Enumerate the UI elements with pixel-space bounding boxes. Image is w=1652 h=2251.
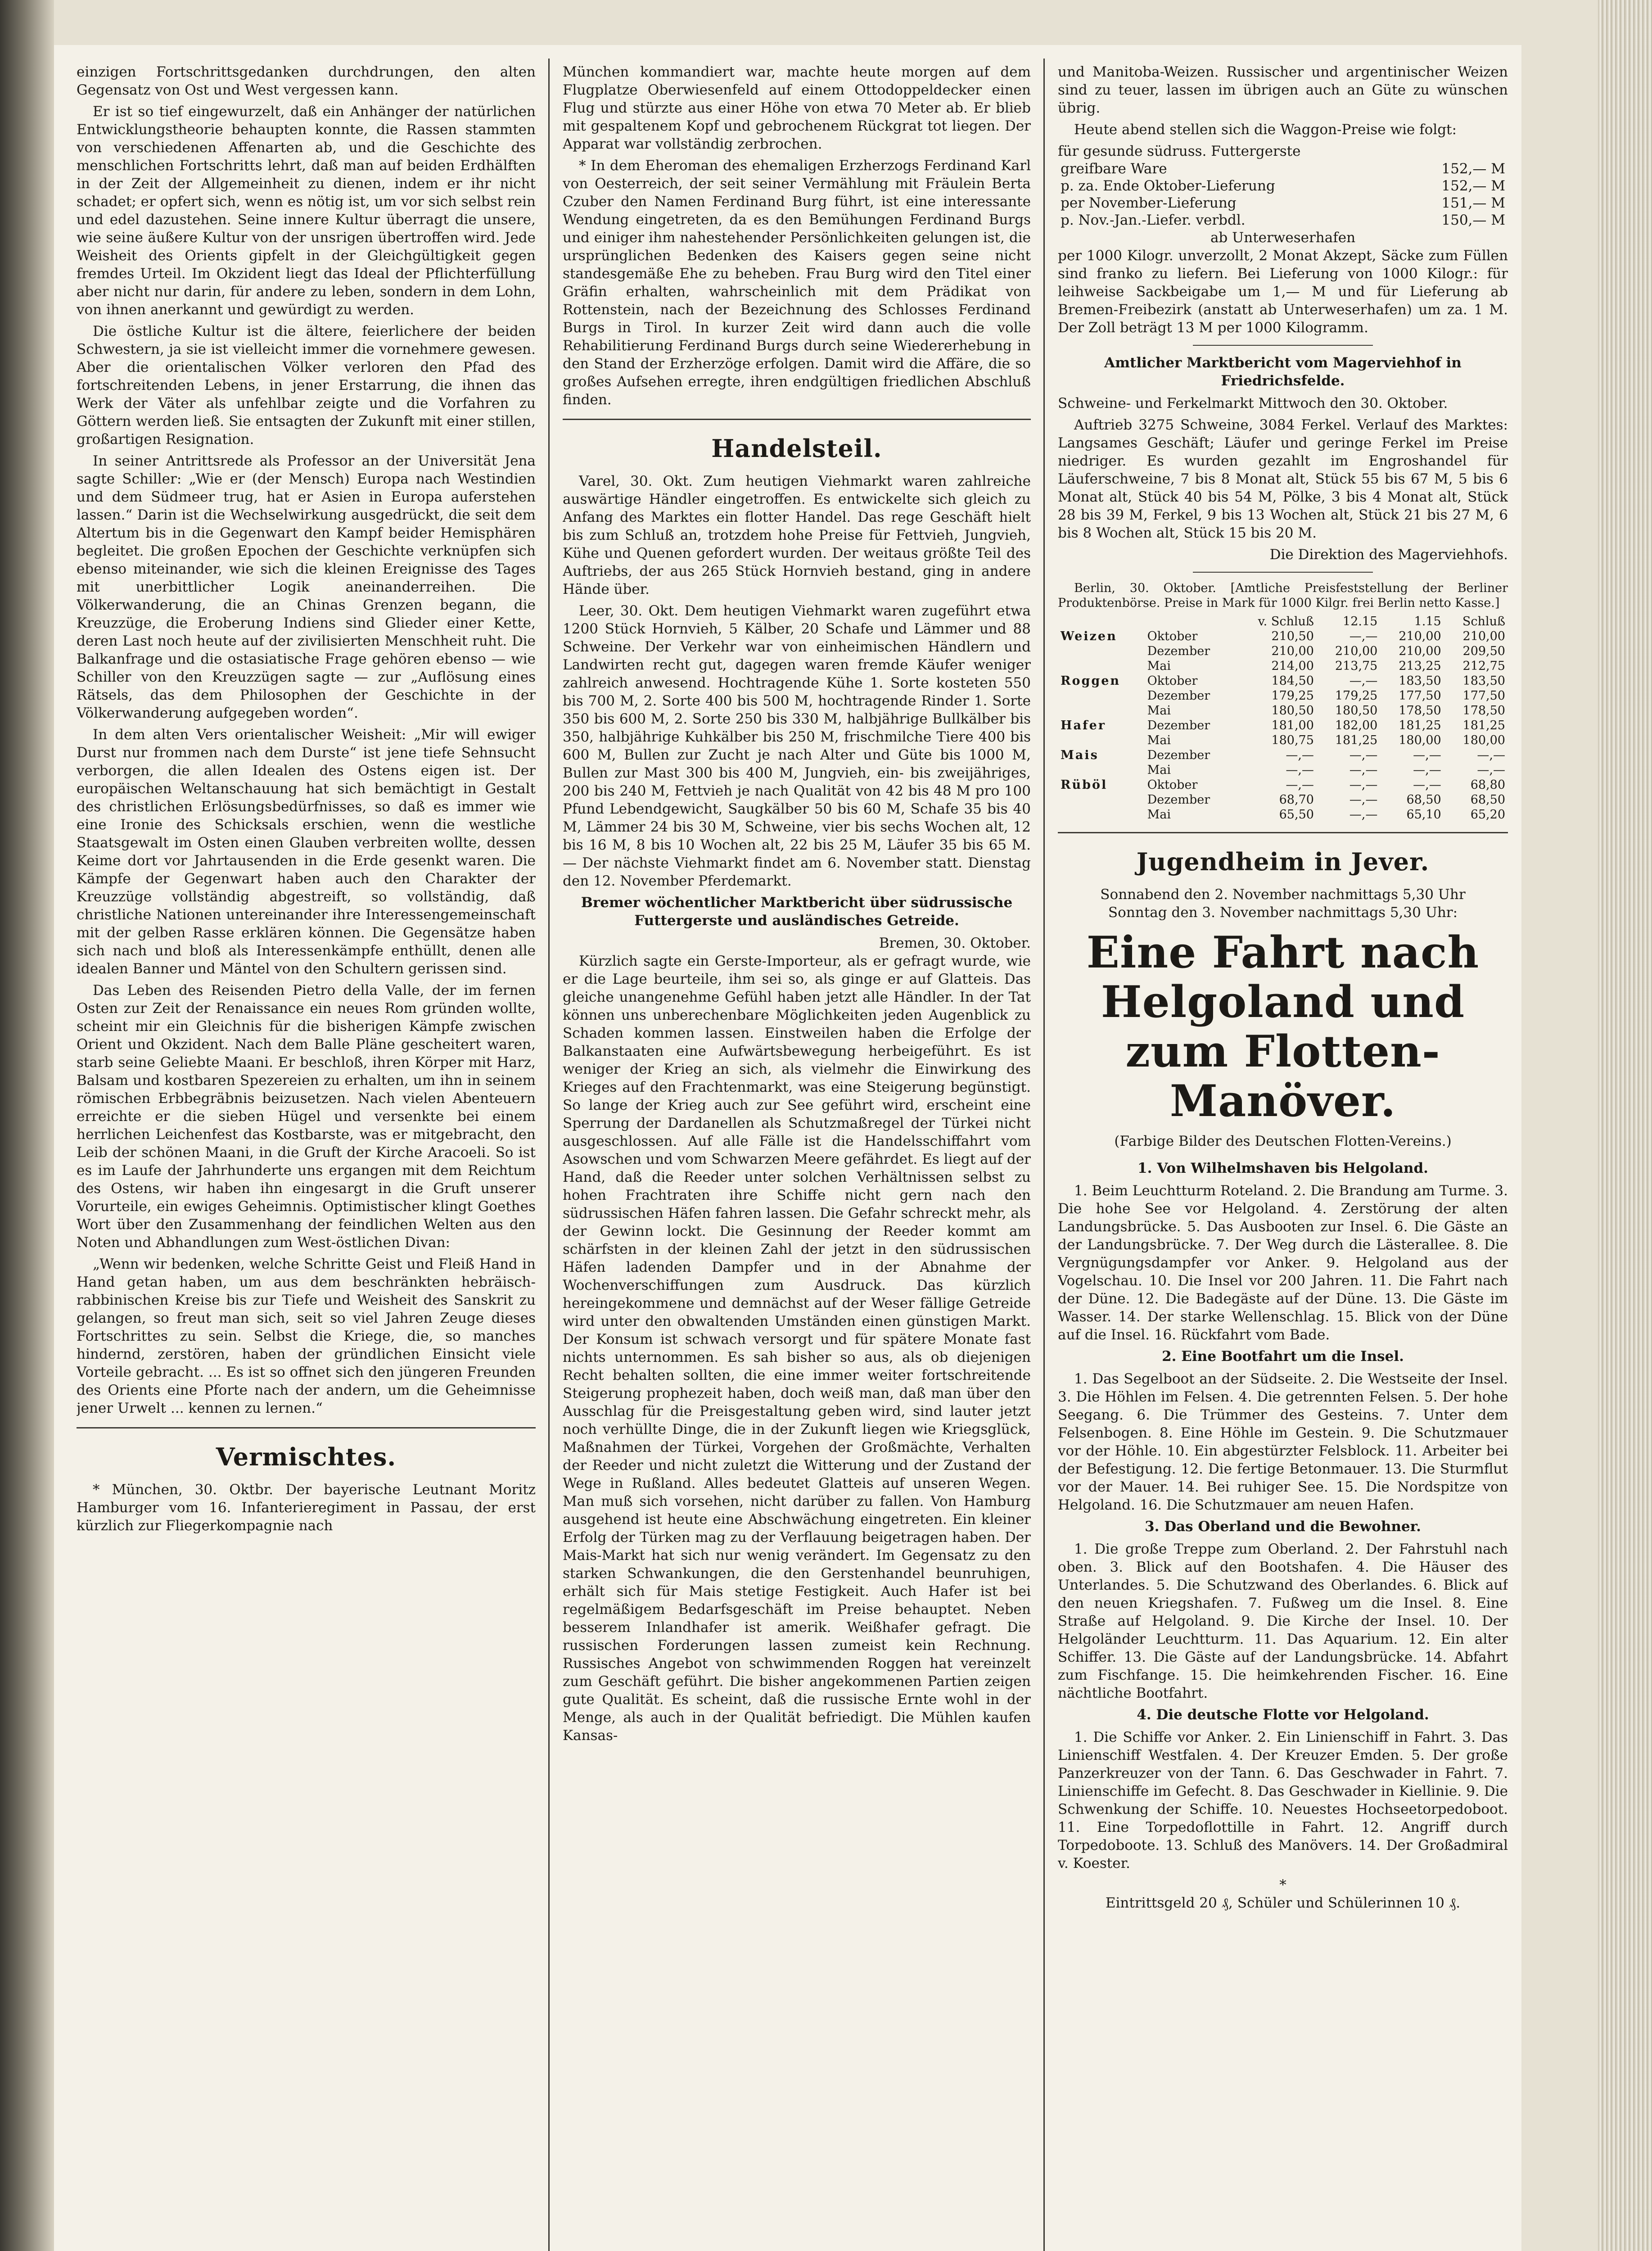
table-row: [1058, 177, 1508, 194]
column-rule: [1043, 59, 1045, 2251]
commodity-label: [1058, 688, 1145, 703]
table-row: [1058, 733, 1508, 748]
table-row: [1058, 212, 1508, 229]
table-cell: 184,50: [1271, 674, 1314, 688]
section-divider: [1193, 572, 1373, 573]
table-cell: 182,00: [1335, 719, 1378, 732]
programme-section-text: 1. Beim Leuchtturm Roteland. 2. Die Brandung am Turme. 3. Die hohe See vor Helgoland. 4. Zerstörung der alten Landungsbrücke. 5. Das Ausbooten zur Insel. 6. Die Gäste an der Landungsbrücke. 7. Der Weg durch die Lästerallee. 8. Die Vergnügungsdampfer vor Anker. 9. Helgoland aus der Vogelschau. 10. Die Insel vor 200 Jahren. 11. Die Fahrt nach der Düne. 12. Die Badegäste auf der Düne. 13. Die Gäste im Wasser. 14. Der starke Wellenschlag. 15. Blick von der Düne auf die Insel. 16. Rückfahrt vom Bade.: [1058, 1183, 1508, 1343]
programme-section-title: 3. Das Oberland und die Bewohner.: [1145, 1519, 1421, 1535]
table-cell: 181,25: [1399, 719, 1441, 732]
table-cell: Oktober: [1147, 778, 1198, 792]
table-cell: greifbare Ware: [1061, 161, 1167, 177]
berlin-intro: Berlin, 30. Oktober. [Amtliche Preisfeststellung der Berliner Produktenbörse. Preise in Mark für 1000 Kilgr. frei Berlin netto Kasse.]: [1058, 581, 1508, 610]
column-header: Schluß: [1462, 615, 1505, 628]
price-list-heading: für gesunde südruss. Futtergerste: [1058, 143, 1301, 159]
article-paragraph: und Manitoba-Weizen. Russischer und argentinischer Weizen sind zu teuer, lassen im übrigen auch an Güte zu wünschen übrig.: [1058, 64, 1508, 116]
table-cell: 180,00: [1399, 733, 1441, 747]
table-cell: 68,50: [1406, 793, 1441, 807]
column-right: [1058, 63, 1508, 2251]
article-paragraph: Kürzlich sagte ein Gerste-Importeur, als er gefragt wurde, wie er die Lage beurteile, ihm sei so, als ginge er auf Glatteis. Das gleiche unangenehme Gefühl haben jetzt alle Händler. In der Tat können uns unberechenbare Möglichkeiten jeden Augenblick zu Schaden kommen lassen. Einstweilen haben die Erfolge der Balkanstaaten eine Aufwärtsbewegung herbeigeführt. Es ist weniger der Krieg an sich, als vielmehr die Einwirkung des Krieges auf den Frachtenmarkt, was eine Steigerung begünstigt. So lange der Krieg auch zur See geführt wird, erscheint eine Sperrung der Dardanellen als Schutzmaßregel der Türkei nicht ausgeschlossen. Auf alle Fälle ist die Handelsschiffahrt vom Asowschen und vom Schwarzen Meere gefährdet. Es liegt auf der Hand, daß die Reeder unter solchen Verhältnissen selbst zu hohen Frachtraten ihre Schiffe nicht gern nach den südrussischen Häfen fahren lassen. Die Gefahr schreckt mehr, als der Gewinn lockt. Die Gesinnung der Reeder kommt am schärfsten in der kleinen Zahl der jetzt in den südrussischen Häfen ladenden Dampfer und in der Abnahme der Wochenverschiffungen zum Ausdruck. Das kürzlich hereingekommene und demnächst auf der Weser fällige Getreide wird unter den obwaltenden Umständen einen günstigen Markt. Der Konsum ist schwach versorgt und für spätere Monate fast nichts unternommen. Es sah bisher so aus, als ob diejenigen Recht behalten sollten, die eine immer weiter fortschreitende Steigerung prophezeit haben, doch weiß man, daß man über den Ausschlag für die Preisgestaltung geben wird, sind lauter jetzt noch verhüllte Dinge, die in der Zukunft liegen wie Kriegsglück, Maßnahmen der Türkei, Vorgehen der Großmächte, Verhalten der Reeder und nicht zuletzt die Witterung und der Zustand der Wege in Rußland. Alles bedeutet Glatteis auf unseren Wegen. Man muß sich vorsehen, nicht darüber zu fallen. Von Hamburg ausgehend ist heute eine Abschwächung eingetreten. Ein kleiner Erfolg der Türken mag zu der Verflauung beigetragen haben. Der Mais-Markt hat sich nur wenig verändert. Im Gegensatz zu den starken Schwankungen, die den Gerstenhandel beunruhigen, erhält sich für Mais stetige Festigkeit. Auch Hafer ist bei regelmäßigem Bedarfsgeschäft im Preise behauptet. Neben besserem Inlandhafer ist amerik. Weißhafer gefragt. Die russischen Forderungen lassen zumeist kein Rechnung. Russisches Angebot von schwimmenden Roggen hat vereinzelt zum Geschäft geführt. Die bisher angekommenen Partien zeigen gute Qualität. Es scheint, daß die russische Ernte wohl in der Menge, als auch in der Qualität befriedigt. Die Mühlen kaufen Kansas-: [563, 953, 1031, 1744]
table-cell: 151,— M: [1441, 195, 1505, 211]
table-cell: 150,— M: [1441, 212, 1505, 228]
table-cell: 152,— M: [1441, 161, 1505, 177]
programme-section-title: 1. Von Wilhelmshaven bis Helgoland.: [1137, 1160, 1428, 1176]
section-heading-handelsteil: Handelsteil.: [711, 434, 882, 463]
table-cell: —,—: [1477, 763, 1505, 777]
table-cell: Mai: [1147, 808, 1171, 822]
table-cell: Dezember: [1147, 793, 1210, 807]
page-edges: [1598, 0, 1652, 2251]
berlin-price-table: [1058, 614, 1508, 822]
event-subtitle: (Farbige Bilder des Deutschen Flotten-Vereins.): [1114, 1133, 1452, 1149]
column-left: [77, 63, 536, 2251]
commodity-label: [1058, 763, 1145, 777]
table-cell: 178,50: [1399, 704, 1441, 718]
column-header: [1058, 614, 1145, 629]
table-cell: Dezember: [1147, 748, 1210, 762]
table-cell: —,—: [1413, 748, 1441, 762]
commodity-label: [1058, 659, 1145, 673]
table-cell: 210,50: [1271, 629, 1314, 643]
commodity-label: Mais: [1061, 748, 1099, 762]
table-cell: 65,20: [1470, 808, 1505, 822]
table-cell: —,—: [1477, 748, 1505, 762]
table-cell: 183,50: [1399, 674, 1441, 688]
article-paragraph: * In dem Eheroman des ehemaligen Erzherzogs Ferdinand Karl von Oesterreich, der seit seiner Vermählung mit Fräulein Berta Czuber den Namen Ferdinand Burg führt, ist eine interessante Wendung eingetreten, da es den Bemühungen Ferdinand Burgs und einiger ihm nahestehender Persönlichkeiten gelungen ist, die ursprünglichen Bedenken des Kaisers gegen seine nicht standesgemäße Ehe zu beheben. Frau Burg wird den Titel einer Gräfin erhalten, wahrscheinlich mit dem Prädikat von Rottenstein, nach der Bezeichnung des Schlosses Ferdinand Burgs in Tirol. In kurzer Zeit wird dann auch die volle Rehabilitierung Ferdinand Burgs durch seine Wiedererhebung in den Stand der Erzherzöge erfolgen. Damit wird die Affäre, die so großes Aufsehen erregte, ihren endgültigen friedlichen Abschluß finden.: [563, 158, 1031, 408]
market-report-heading: Amtlicher Marktbericht vom Magerviehhof in Friedrichsfelde.: [1104, 355, 1462, 389]
table-row: [1058, 659, 1508, 673]
article-paragraph: * München, 30. Oktbr. Der bayerische Leutnant Moritz Hamburger vom 16. Infanterieregiment in Passau, der erst kürzlich zur Fliegerkompagnie nach: [77, 1482, 536, 1534]
table-cell: Dezember: [1147, 719, 1210, 732]
commodity-label: [1058, 703, 1145, 718]
table-cell: p. Nov.-Jan.-Liefer. verbdl.: [1061, 212, 1246, 228]
programme-section-title: 2. Eine Bootfahrt um die Insel.: [1162, 1348, 1404, 1365]
ornament-star: *: [1279, 1877, 1286, 1893]
table-cell: 181,25: [1462, 719, 1505, 732]
section-divider: [563, 419, 1031, 420]
table-cell: Oktober: [1147, 629, 1198, 643]
commodity-label: Roggen: [1061, 674, 1121, 688]
table-cell: 65,10: [1406, 808, 1441, 822]
table-cell: Mai: [1147, 659, 1171, 673]
programme-section-text: 1. Die Schiffe vor Anker. 2. Ein Linienschiff in Fahrt. 3. Das Linienschiff Westfalen. 4. Der Kreuzer Emden. 5. Der große Panzerkreuzer von der Tann. 6. Das Geschwader in Fahrt. 7. Linienschiffe im Gefecht. 8. Das Geschwader in Kiellinie. 9. Die Schwenkung der Schiffe. 10. Neuestes Hochseetorpedoboot. 11. Eine Torpedoflottille in Fahrt. 12. Angriff durch Torpedoboote. 13. Schluß des Manövers. 14. Der Großadmiral v. Koester.: [1058, 1729, 1508, 1871]
table-cell: Oktober: [1147, 674, 1198, 688]
table-cell: 181,00: [1271, 719, 1314, 732]
table-cell: —,—: [1349, 629, 1378, 643]
table-cell: Mai: [1147, 763, 1171, 777]
table-cell: Dezember: [1147, 689, 1210, 703]
table-cell: 68,50: [1470, 793, 1505, 807]
table-cell: 68,70: [1279, 793, 1314, 807]
book-gutter: [0, 0, 54, 2251]
table-cell: 213,25: [1399, 659, 1441, 673]
commodity-label: [1058, 792, 1145, 807]
table-cell: —,—: [1413, 763, 1441, 777]
table-cell: 210,00: [1335, 644, 1378, 658]
programme-section-text: 1. Die große Treppe zum Oberland. 2. Der Fahrstuhl nach oben. 3. Blick auf den Bootshafen. 4. Die Häuser des Unterlandes. 5. Die Schutzwand des Oberlandes. 6. Blick auf den neuen Kriegshafen. 7. Fußweg um die Insel. 8. Eine Straße auf Helgoland. 9. Die Kirche der Insel. 10. Der Helgoländer Leuchtturm. 11. Das Aquarium. 12. Ein alter Schiffer. 13. Die Gäste auf der Landungsbrücke. 14. Abfahrt zum Fischfange. 15. Die heimkehrenden Fischer. 16. Eine nächtliche Bootfahrt.: [1058, 1541, 1508, 1701]
article-paragraph: Schweine- und Ferkelmarkt Mittwoch den 30. Oktober.: [1058, 395, 1448, 411]
column-middle: [563, 63, 1031, 2251]
programme-section-text: 1. Das Segelboot an der Südseite. 2. Die Westseite der Insel. 3. Die Höhlen im Felsen. 4. Die getrennten Felsen. 5. Der hohe Seegang. 6. Die Trümmer des Gesteins. 7. Unter dem Felsenbogen. 8. Eine Höhle im Gestein. 9. Die Schutzmauer vor der Höhle. 10. Ein abgestürzter Felsblock. 11. Arbeiter bei der Befestigung. 12. Die fertige Betonmauer. 13. Die Sturmflut vor der Mauer. 14. Bei ruhiger See. 15. Die Nordspitze von Helgoland. 16. Die Schutzmauer am neuen Hafen.: [1058, 1371, 1508, 1513]
table-cell: 212,75: [1462, 659, 1505, 673]
commodity-label: [1058, 733, 1145, 748]
event-date: Sonnabend den 2. November nachmittags 5,30 Uhr: [1100, 886, 1466, 903]
table-cell: 180,50: [1271, 704, 1314, 718]
table-cell: 181,25: [1335, 733, 1378, 747]
table-cell: —,—: [1349, 748, 1378, 762]
table-cell: 183,50: [1462, 674, 1505, 688]
table-cell: 213,75: [1335, 659, 1378, 673]
table-cell: —,—: [1286, 778, 1314, 792]
article-paragraph: einzigen Fortschrittsgedanken durchdrungen, den alten Gegensatz von Ost und West vergessen kann.: [77, 64, 536, 98]
table-cell: —,—: [1349, 793, 1378, 807]
article-paragraph: „Wenn wir bedenken, welche Schritte Geist und Fleiß Hand in Hand getan haben, um aus dem beschränkten hebräisch-rabbinischen Kreise bis zur Tiefe und Weisheit des Sanskrit zu gelangen, so freut man sich, seit so viel Jahren Zeuge dieses Fortschrittes zu sein. Selbst die Kriege, die, so manches hindernd, zerstören, haben der gründlichen Einsicht viele Vorteile gebracht. ... Es ist so offnet sich den jüngeren Freunden des Orients eine Pforte nach der andern, um die Geheimnisse jener Urwelt ... kennen zu lernen.“: [77, 1256, 536, 1416]
table-cell: —,—: [1413, 778, 1441, 792]
column-header: v. Schluß: [1258, 615, 1314, 628]
table-cell: —,—: [1349, 778, 1378, 792]
table-row: [1058, 718, 1508, 733]
article-paragraph: München kommandiert war, machte heute morgen auf dem Flugplatze Oberwiesenfeld auf einem Ottodoppeldecker einen Flug und stürzte aus einer Höhe von etwa 70 Meter ab. Er blieb mit gespaltenem Kopf und gebrochenem Rückgrat tot liegen. Der Apparat war vollständig zerbrochen.: [563, 64, 1031, 152]
table-cell: —,—: [1286, 763, 1314, 777]
dateline: Bremen, 30. Oktober.: [879, 935, 1031, 951]
column-rule: [548, 59, 550, 2251]
table-row: [1058, 688, 1508, 703]
section-heading-jugendheim: Jugendheim in Jever.: [1136, 847, 1430, 876]
table-cell: Dezember: [1147, 644, 1210, 658]
article-paragraph: In dem alten Vers orientalischer Weisheit: „Mir will ewiger Durst nur frommen nach dem Durste“ ist jene tiefe Sehnsucht verborgen, die allen Idealen des Ostens eigen ist. Der europäischen Weltanschauung hat sich bemächtigt in Gestalt des christlichen Erlösungsbedürfnisses, so daß es immer wie eine Ironie des Schicksals erschien, wenn die westliche Staatsgewalt im Osten einen Glauben verbreiten wollte, dessen Keime dort vor Jahrtausenden in die Erde gesenkt waren. Die Kämpfe der Gegenwart haben auch den Charakter der Kreuzzüge vollständig abgestreift, so vollständig, daß christliche Nationen untereinander ihre Interessengemeinschaft mit der gelben Rasse erklären können. Die Gegensätze haben sich nach und bloß als Interessenkämpfe enthüllt, denen alle idealen Banner und Mäntel von den Schultern gerissen sind.: [77, 727, 536, 977]
table-cell: p. za. Ende Oktober-Lieferung: [1061, 178, 1275, 194]
table-cell: 152,— M: [1441, 178, 1505, 194]
table-row: [1058, 763, 1508, 777]
market-report-heading: Bremer wöchentlicher Marktbericht über südrussische Futtergerste und ausländisches Getreide.: [581, 895, 1013, 929]
table-cell: 179,25: [1271, 689, 1314, 703]
commodity-label: Weizen: [1061, 629, 1117, 643]
table-cell: —,—: [1349, 674, 1378, 688]
table-cell: —,—: [1349, 763, 1378, 777]
table-row: [1058, 703, 1508, 718]
table-header-row: [1058, 614, 1508, 629]
table-cell: 210,00: [1399, 629, 1441, 643]
table-cell: 180,00: [1462, 733, 1505, 747]
table-cell: —,—: [1286, 748, 1314, 762]
commodity-label: [1058, 644, 1145, 659]
table-cell: Mai: [1147, 704, 1171, 718]
article-paragraph: Auftrieb 3275 Schweine, 3084 Ferkel. Verlauf des Marktes: Langsames Geschäft; Läufer und geringe Ferkel im Preise niedriger. Es wurden gezahlt im Engroshandel für Läuferschweine, 7 bis 8 Monat alt, Stück 55 bis 67 M, 5 bis 6 Monat alt, Stück 40 bis 54 M, Pölke, 3 bis 4 Monat alt, Stück 28 bis 39 M, Ferkel, 9 bis 13 Wochen alt, Stück 21 bis 27 M, 6 bis 8 Wochen alt, Stück 15 bis 20 M.: [1058, 417, 1508, 541]
table-cell: 177,50: [1399, 689, 1441, 703]
newspaper-page: [54, 45, 1521, 2251]
table-cell: 178,50: [1462, 704, 1505, 718]
article-paragraph: Das Leben des Reisenden Pietro della Valle, der im fernen Osten zur Zeit der Renaissance ein neues Rom gründen wollte, scheint mir ein Gleichnis für die bisherigen Kämpfe zwischen Orient und Okzident. Nach dem Balle Pläne gescheitert waren, starb seine Geliebte Maani. Er beschloß, ihren Körper mit Harz, Balsam und kostbaren Spezereien zu erhalten, um ihn in seinem römischen Erbbegräbnis beizusetzen. Nach vielen Abenteuern erreichte er die sieben Hügel und versenkte bei einem herrlichen Leichenfest das Kostbarste, was er mitgebracht, den Leib der schönen Maani, in die Gruft der Kirche Aracoeli. So ist es im Laufe der Jahrhunderte uns ergangen mit dem Reichtum des Ostens, wir haben ihn eingesargt in die Gruft unserer Vorurteile, ein ewiges Geheimnis. Optimistischer klingt Goethes Wort über den Zusammenhang der feindlichen Welten aus den Noten und Abhandlungen zum West-östlichen Divan:: [77, 982, 536, 1251]
table-cell: 180,75: [1271, 733, 1314, 747]
table-cell: 210,00: [1271, 644, 1314, 658]
article-paragraph: Heute abend stellen sich die Waggon-Preise wie folgt:: [1074, 122, 1457, 138]
commodity-label: Rüböl: [1061, 778, 1108, 792]
section-divider: [77, 1427, 536, 1428]
table-row: [1058, 807, 1508, 822]
table-cell: 177,50: [1462, 689, 1505, 703]
table-row: [1058, 673, 1508, 688]
table-cell: 210,00: [1399, 644, 1441, 658]
column-header: 1.15: [1414, 615, 1441, 628]
table-row: [1058, 644, 1508, 659]
table-row: [1058, 194, 1508, 212]
article-paragraph: per 1000 Kilogr. unverzollt, 2 Monat Akzept, Säcke zum Füllen sind franko zu liefern. Bei Lieferung von 1000 Kilogr.: für leihweise Sackbeigabe um 1,— M und für Lieferung ab Bremen-Freibezirk (anstatt ab Unterweserhafen) um za. 1 M. Der Zoll beträgt 13 M per 1000 Kilogramm.: [1058, 248, 1508, 336]
article-paragraph: Die östliche Kultur ist die ältere, feierlichere der beiden Schwestern, ja sie ist vielleicht immer die vornehmere gewesen. Aber die orientalischen Völker verloren den Pfad des fortschreitenden Lebens, in jener Erstarrung, die ihnen das Werk der Väter als unfehlbar zeigte und die Vorfahren zu Göttern werden ließ. Sie entsagten der Zukunft mit einer stillen, großartigen Resignation.: [77, 323, 536, 447]
article-paragraph: Leer, 30. Okt. Dem heutigen Viehmarkt waren zugeführt etwa 1200 Stück Hornvieh, 5 Kälber, 20 Schafe und Lämmer und 88 Schweine. Der Verkehr war von einheimischen Händlern und Landwirten recht gut, dagegen waren fremde Käufer weniger zahlreich anwesend. Hochtragende Kühe 1. Sorte kosteten 550 bis 700 M, 2. Sorte 400 bis 500 M, hochtragende Rinder 1. Sorte 350 bis 600 M, 2. Sorte 250 bis 330 M, halbjährige Bullkälber bis 350, halbjährige Kuhkälber bis 250 M, frischmilche Tiere 400 bis 600 M, Bullen zur Zucht je nach Alter und Güte bis 1000 M, Bullen zur Mast 300 bis 400 M, Jungvieh, ein- bis zweijähriges, 200 bis 240 M, Fettvieh je nach Qualität von 42 bis 48 M pro 100 Pfund Lebendgewicht, Saugkälber 50 bis 60 M, Schafe 35 bis 40 M, Lämmer 24 bis 30 M, Schweine, vier bis sechs Wochen alt, 12 bis 16 M, 8 bis 10 Wochen alt, 22 bis 25 M, Läufer 35 bis 65 M. — Der nächste Viehmarkt findet am 6. November statt. Dienstag den 12. November Pferdemarkt.: [563, 603, 1031, 889]
admission-fee: Eintrittsgeld 20 ₰, Schüler und Schülerinnen 10 ₰.: [1105, 1895, 1461, 1911]
table-cell: 180,50: [1335, 704, 1378, 718]
column-header: 12.15: [1343, 615, 1378, 628]
table-cell: 179,25: [1335, 689, 1378, 703]
commodity-label: [1058, 807, 1145, 822]
table-row: [1058, 629, 1508, 644]
table-cell: 214,00: [1271, 659, 1314, 673]
article-paragraph: Varel, 30. Okt. Zum heutigen Viehmarkt waren zahlreiche auswärtige Händler eingetroffen. Es entwickelte sich gleich zu Anfang des Marktes ein flotter Handel. Das rege Geschäft hielt bis zum Schluß an, trotzdem hohe Preise für Fettvieh, Jungvieh, Kühe und Quenen gefordert wurden. Der weitaus größte Teil des Auftriebs, der aus 265 Stück Hornvieh bestand, ging in andere Hände über.: [563, 473, 1031, 597]
section-heading-vermischtes: Vermischtes.: [216, 1442, 397, 1471]
section-divider: [1058, 832, 1508, 833]
table-cell: Mai: [1147, 733, 1171, 747]
table-row: [1058, 748, 1508, 763]
price-list-footer: ab Unterweserhafen: [1210, 230, 1356, 246]
table-cell: 210,00: [1462, 629, 1505, 643]
signature-line: Die Direktion des Magerviehhofs.: [1269, 547, 1508, 563]
table-cell: 68,80: [1470, 778, 1505, 792]
event-date: Sonntag den 3. November nachmittags 5,30 Uhr:: [1108, 904, 1458, 921]
article-paragraph: In seiner Antrittsrede als Professor an der Universität Jena sagte Schiller: „Wie er (der Mensch) Europa nach Westindien und dem Südmeer trug, hat er Asien in Europa auferstehen lassen.“ Darin ist die Wechselwirkung ausgedrückt, die seit dem Altertum bis in die Gegenwart den Kampf beider Hemisphären begleitet. Die großen Epochen der Geschichte verknüpfen sich ebenso miteinander, wie sich die kleinen Ereignisse des Tages mit unerbittlicher Logik aneinanderreihen. Die Völkerwanderung, die an Chinas Grenzen begann, die Kreuzzüge, die Eroberung Indiens sind Glieder einer Kette, deren Last noch heute auf der zivilisierten Menschheit ruht. Die Balkanfrage und die ostasiatische Frage gehören ebenso — wie Schiller von den Kreuzzügen sagte — zur „Auflösung eines Rätsels, das dem Philosophen der Geschichte in der Völkerwanderung aufgegeben worden“.: [77, 453, 536, 721]
commodity-label: Hafer: [1061, 719, 1106, 732]
table-row: [1058, 792, 1508, 807]
table-cell: —,—: [1349, 808, 1378, 822]
table-row: [1058, 160, 1508, 177]
table-cell: per November-Lieferung: [1061, 195, 1237, 211]
table-cell: 209,50: [1462, 644, 1505, 658]
waggon-price-table: [1058, 160, 1508, 229]
table-cell: 65,50: [1279, 808, 1314, 822]
programme-section-title: 4. Die deutsche Flotte vor Helgoland.: [1137, 1707, 1429, 1723]
section-divider: [1193, 345, 1373, 346]
table-row: [1058, 777, 1508, 792]
column-header: [1145, 614, 1235, 629]
event-title: Eine Fahrt nach Helgoland und zum Flotten-Manöver.: [1086, 927, 1480, 1126]
article-paragraph: Er ist so tief eingewurzelt, daß ein Anhänger der natürlichen Entwicklungstheorie behaupten konnte, die Rassen stammten von verschiedenen Affenarten ab, und die Geschichte des menschlichen Fortschritts lehrt, daß man auf beiden Erdhälften in der Zeit der Allgemeinheit zu dienen, indem er ihr nicht schadet; er opfert sich, wenn es nötig ist, um vor sich selbst rein und edel dazustehen. Seine innere Kultur überragt die unsere, wie seine äußere Kultur von der unsrigen übertroffen wird. Jede Weisheit des Orients gipfelt in der Gleichgültigkeit gegen fremdes Urteil. Im Okzident liegt das Ideal der Pflichterfüllung aber nicht nur darin, für andere zu leben, sondern in dem Lohn, von ihnen anerkannt und gewürdigt zu werden.: [77, 104, 536, 318]
